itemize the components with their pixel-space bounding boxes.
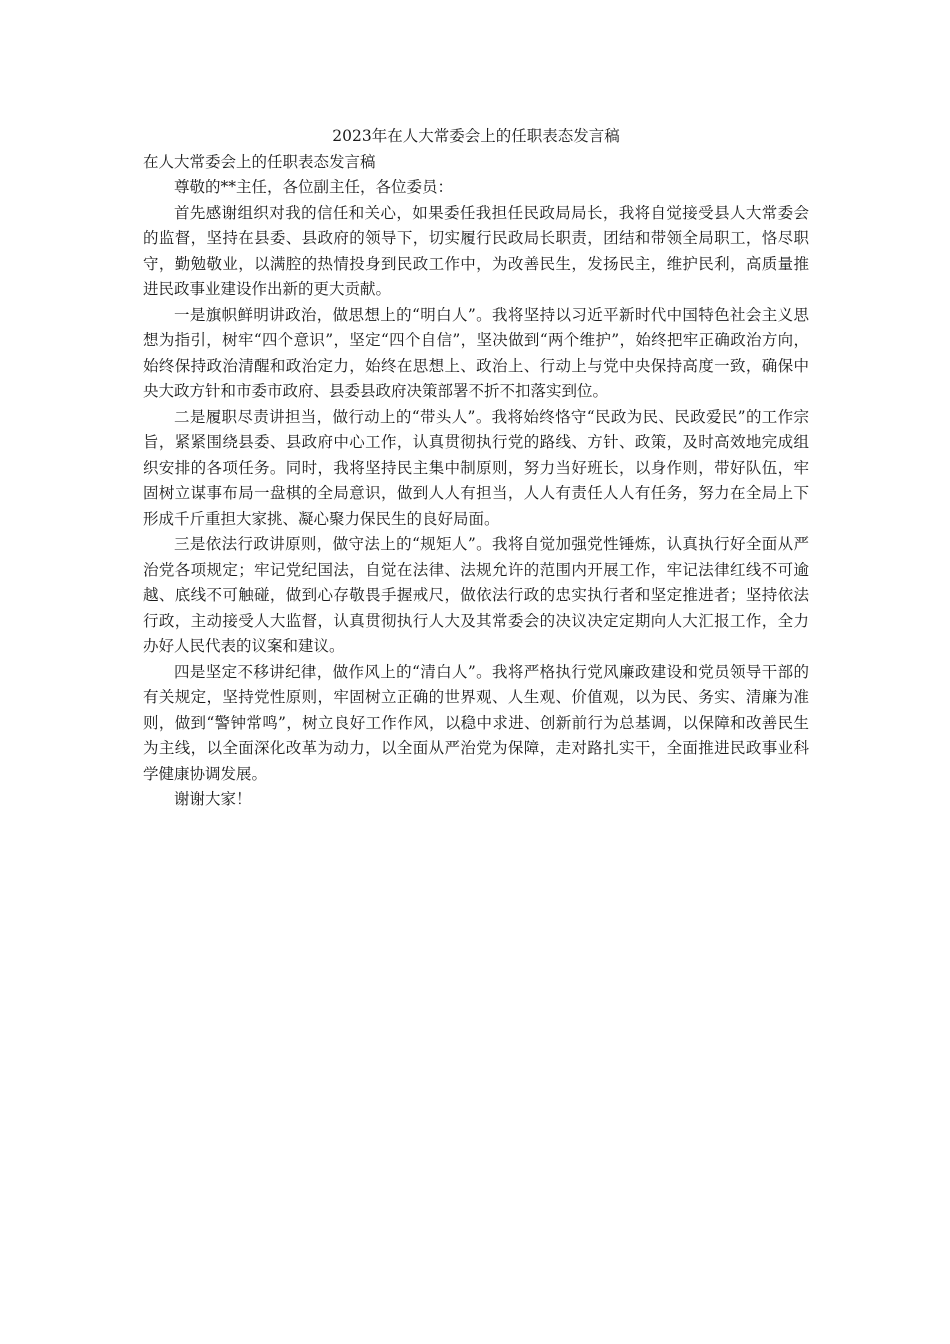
paragraph-point-1: 一是旗帜鲜明讲政治，做思想上的“明白人”。我将坚持以习近平新时代中国特色社会主义思想为指引，树牢“四个意识”，坚定“四个自信”，坚决做到“两个维护”，始终把牢正确政治方向，始终保持政治清醒和政治定力，始终在思想上、政治上、行动上与党中央保持高度一致，确保中央大政方针和市委市政府、县委县政府决策部署不折不扣落实到位。 xyxy=(143,305,809,400)
document-body xyxy=(143,124,809,813)
salutation: 尊敬的**主任，各位副主任，各位委员： xyxy=(174,178,454,196)
closing-line: 谢谢大家！ xyxy=(174,790,252,808)
paragraph-point-2: 二是履职尽责讲担当，做行动上的“带头人”。我将始终恪守“民政为民、民政爱民”的工作宗旨，紧紧围绕县委、县政府中心工作，认真贯彻执行党的路线、方针、政策，及时高效地完成组织安排的各项任务。同时，我将坚持民主集中制原则，努力当好班长，以身作则，带好队伍，牢固树立谋事布局一盘棋的全局意识，做到人人有担当，人人有责任人人有任务，努力在全局上下形成千斤重担大家挑、凝心聚力保民生的良好局面。 xyxy=(143,407,809,528)
document-subtitle: 在人大常委会上的任职表态发言稿 xyxy=(143,152,376,171)
document-title: 2023年在人大常委会上的任职表态发言稿 xyxy=(332,127,620,145)
paragraph-intro: 首先感谢组织对我的信任和关心，如果委任我担任民政局局长，我将自觉接受县人大常委会的监督，坚持在县委、县政府的领导下，切实履行民政局长职责，团结和带领全局职工，恪尽职守，勤勉敬业，以满腔的热情投身到民政工作中，为改善民生，发扬民主，维护民利，高质量推进民政事业建设作出新的更大贡献。 xyxy=(143,203,809,298)
paragraph-point-3: 三是依法行政讲原则，做守法上的“规矩人”。我将自觉加强党性锤炼，认真执行好全面从严治党各项规定；牢记党纪国法，自觉在法律、法规允许的范围内开展工作，牢记法律红线不可逾越、底线不可触碰，做到心存敬畏手握戒尺，做依法行政的忠实执行者和坚定推进者；坚持依法行政，主动接受人大监督，认真贯彻执行人大及其常委会的决议决定定期向人大汇报工作，全力办好人民代表的议案和建议。 xyxy=(143,535,809,655)
paragraph-point-4: 四是坚定不移讲纪律，做作风上的“清白人”。我将严格执行党风廉政建设和党员领导干部的有关规定，坚持党性原则，牢固树立正确的世界观、人生观、价值观，以为民、务实、清廉为准则，做到“警钟常鸣”，树立良好工作作风，以稳中求进、创新前行为总基调，以保障和改善民生为主线，以全面深化改革为动力，以全面从严治党为保障，走对路扎实干，全面推进民政事业科学健康协调发展。 xyxy=(143,662,809,783)
